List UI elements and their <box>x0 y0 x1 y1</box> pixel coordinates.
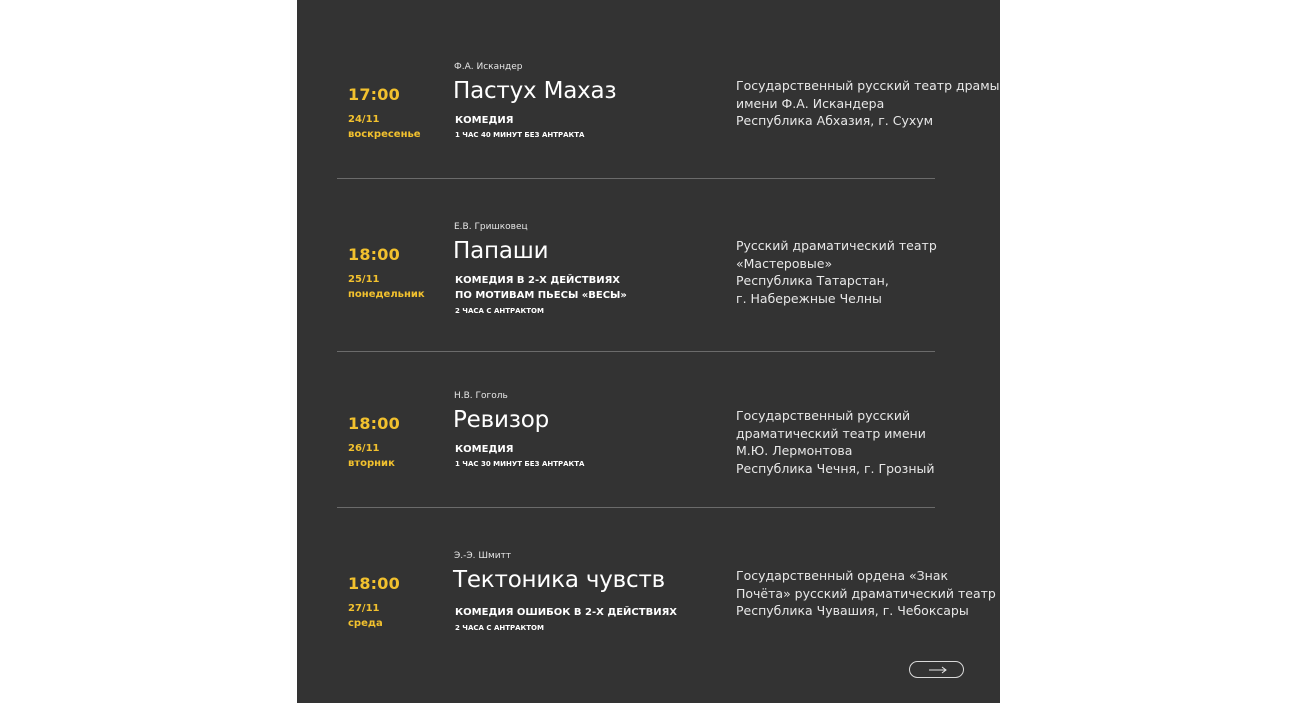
event-time: 18:00 <box>348 414 400 433</box>
event-venue <box>736 567 996 620</box>
event-title[interactable]: Папаши <box>453 238 549 264</box>
venue-line: г. Набережные Челны <box>736 290 882 306</box>
event-venue <box>736 237 996 307</box>
venue-line: Почёта» русский драматический театр <box>736 585 996 601</box>
arrow-right-icon <box>929 666 947 674</box>
event-author: Ф.А. Искандер <box>454 62 523 72</box>
event-duration: 1 ЧАС 30 МИНУТ БЕЗ АНТРАКТА <box>455 460 585 468</box>
event-genre-line: КОМЕДИЯ В 2-Х ДЕЙСТВИЯХ <box>455 275 620 286</box>
venue-line: «Мастеровые» <box>736 255 833 271</box>
event-genre-line: КОМЕДИЯ <box>455 115 514 126</box>
event-author: Н.В. Гоголь <box>454 391 508 401</box>
next-button[interactable] <box>909 661 964 678</box>
venue-line: Республика Чувашия, г. Чебоксары <box>736 603 969 618</box>
event-genre <box>455 605 677 620</box>
event-date <box>348 441 395 471</box>
event-genre-line: ПО МОТИВАМ ПЬЕСЫ «ВЕСЫ» <box>455 290 627 301</box>
venue-line: Республика Абхазия, г. Сухум <box>736 113 934 128</box>
event-venue <box>736 407 996 477</box>
event-time: 17:00 <box>348 85 400 104</box>
event-time: 18:00 <box>348 245 400 264</box>
event-date-day: 24/11 <box>348 114 380 125</box>
venue-line: М.Ю. Лермонтова <box>736 443 853 458</box>
event-venue <box>736 77 1000 130</box>
event-genre-line: КОМЕДИЯ <box>455 444 514 455</box>
event-author: Е.В. Гришковец <box>454 222 528 232</box>
event-duration: 2 ЧАСА С АНТРАКТОМ <box>455 307 544 315</box>
event-divider <box>337 178 935 179</box>
event-title[interactable]: Пастух Махаз <box>453 78 617 104</box>
event-date <box>348 272 425 302</box>
event-weekday: воскресенье <box>348 129 421 140</box>
venue-line: Государственный ордена «Знак <box>736 568 949 583</box>
event-duration: 2 ЧАСА С АНТРАКТОМ <box>455 624 544 632</box>
schedule-panel <box>297 0 1000 703</box>
event-date <box>348 601 383 631</box>
venue-line: Республика Чечня, г. Грозный <box>736 460 935 476</box>
event-time: 18:00 <box>348 574 400 593</box>
event-weekday: среда <box>348 618 383 629</box>
event-title[interactable]: Ревизор <box>453 407 550 433</box>
event-genre-line: КОМЕДИЯ ОШИБОК В 2-Х ДЕЙСТВИЯХ <box>455 607 677 618</box>
event-title[interactable]: Тектоника чувств <box>453 567 665 593</box>
venue-line: Государственный русский театр драмы <box>736 78 1000 93</box>
event-genre <box>455 273 627 303</box>
event-date-day: 25/11 <box>348 274 380 285</box>
event-date-day: 27/11 <box>348 603 380 614</box>
event-weekday: вторник <box>348 458 395 469</box>
venue-line: имени Ф.А. Искандера <box>736 95 885 111</box>
event-date <box>348 112 421 142</box>
venue-line: Республика Татарстан, <box>736 273 889 288</box>
event-divider <box>337 351 935 352</box>
venue-line: драматический театр имени <box>736 425 926 441</box>
venue-line: Государственный русский <box>736 408 911 423</box>
event-genre <box>455 442 513 457</box>
event-weekday: понедельник <box>348 289 425 300</box>
event-divider <box>337 507 935 508</box>
event-date-day: 26/11 <box>348 443 380 454</box>
venue-line: Русский драматический театр <box>736 238 937 253</box>
event-genre <box>455 113 513 128</box>
event-duration: 1 ЧАС 40 МИНУТ БЕЗ АНТРАКТА <box>455 131 585 139</box>
event-author: Э.-Э. Шмитт <box>454 551 512 561</box>
